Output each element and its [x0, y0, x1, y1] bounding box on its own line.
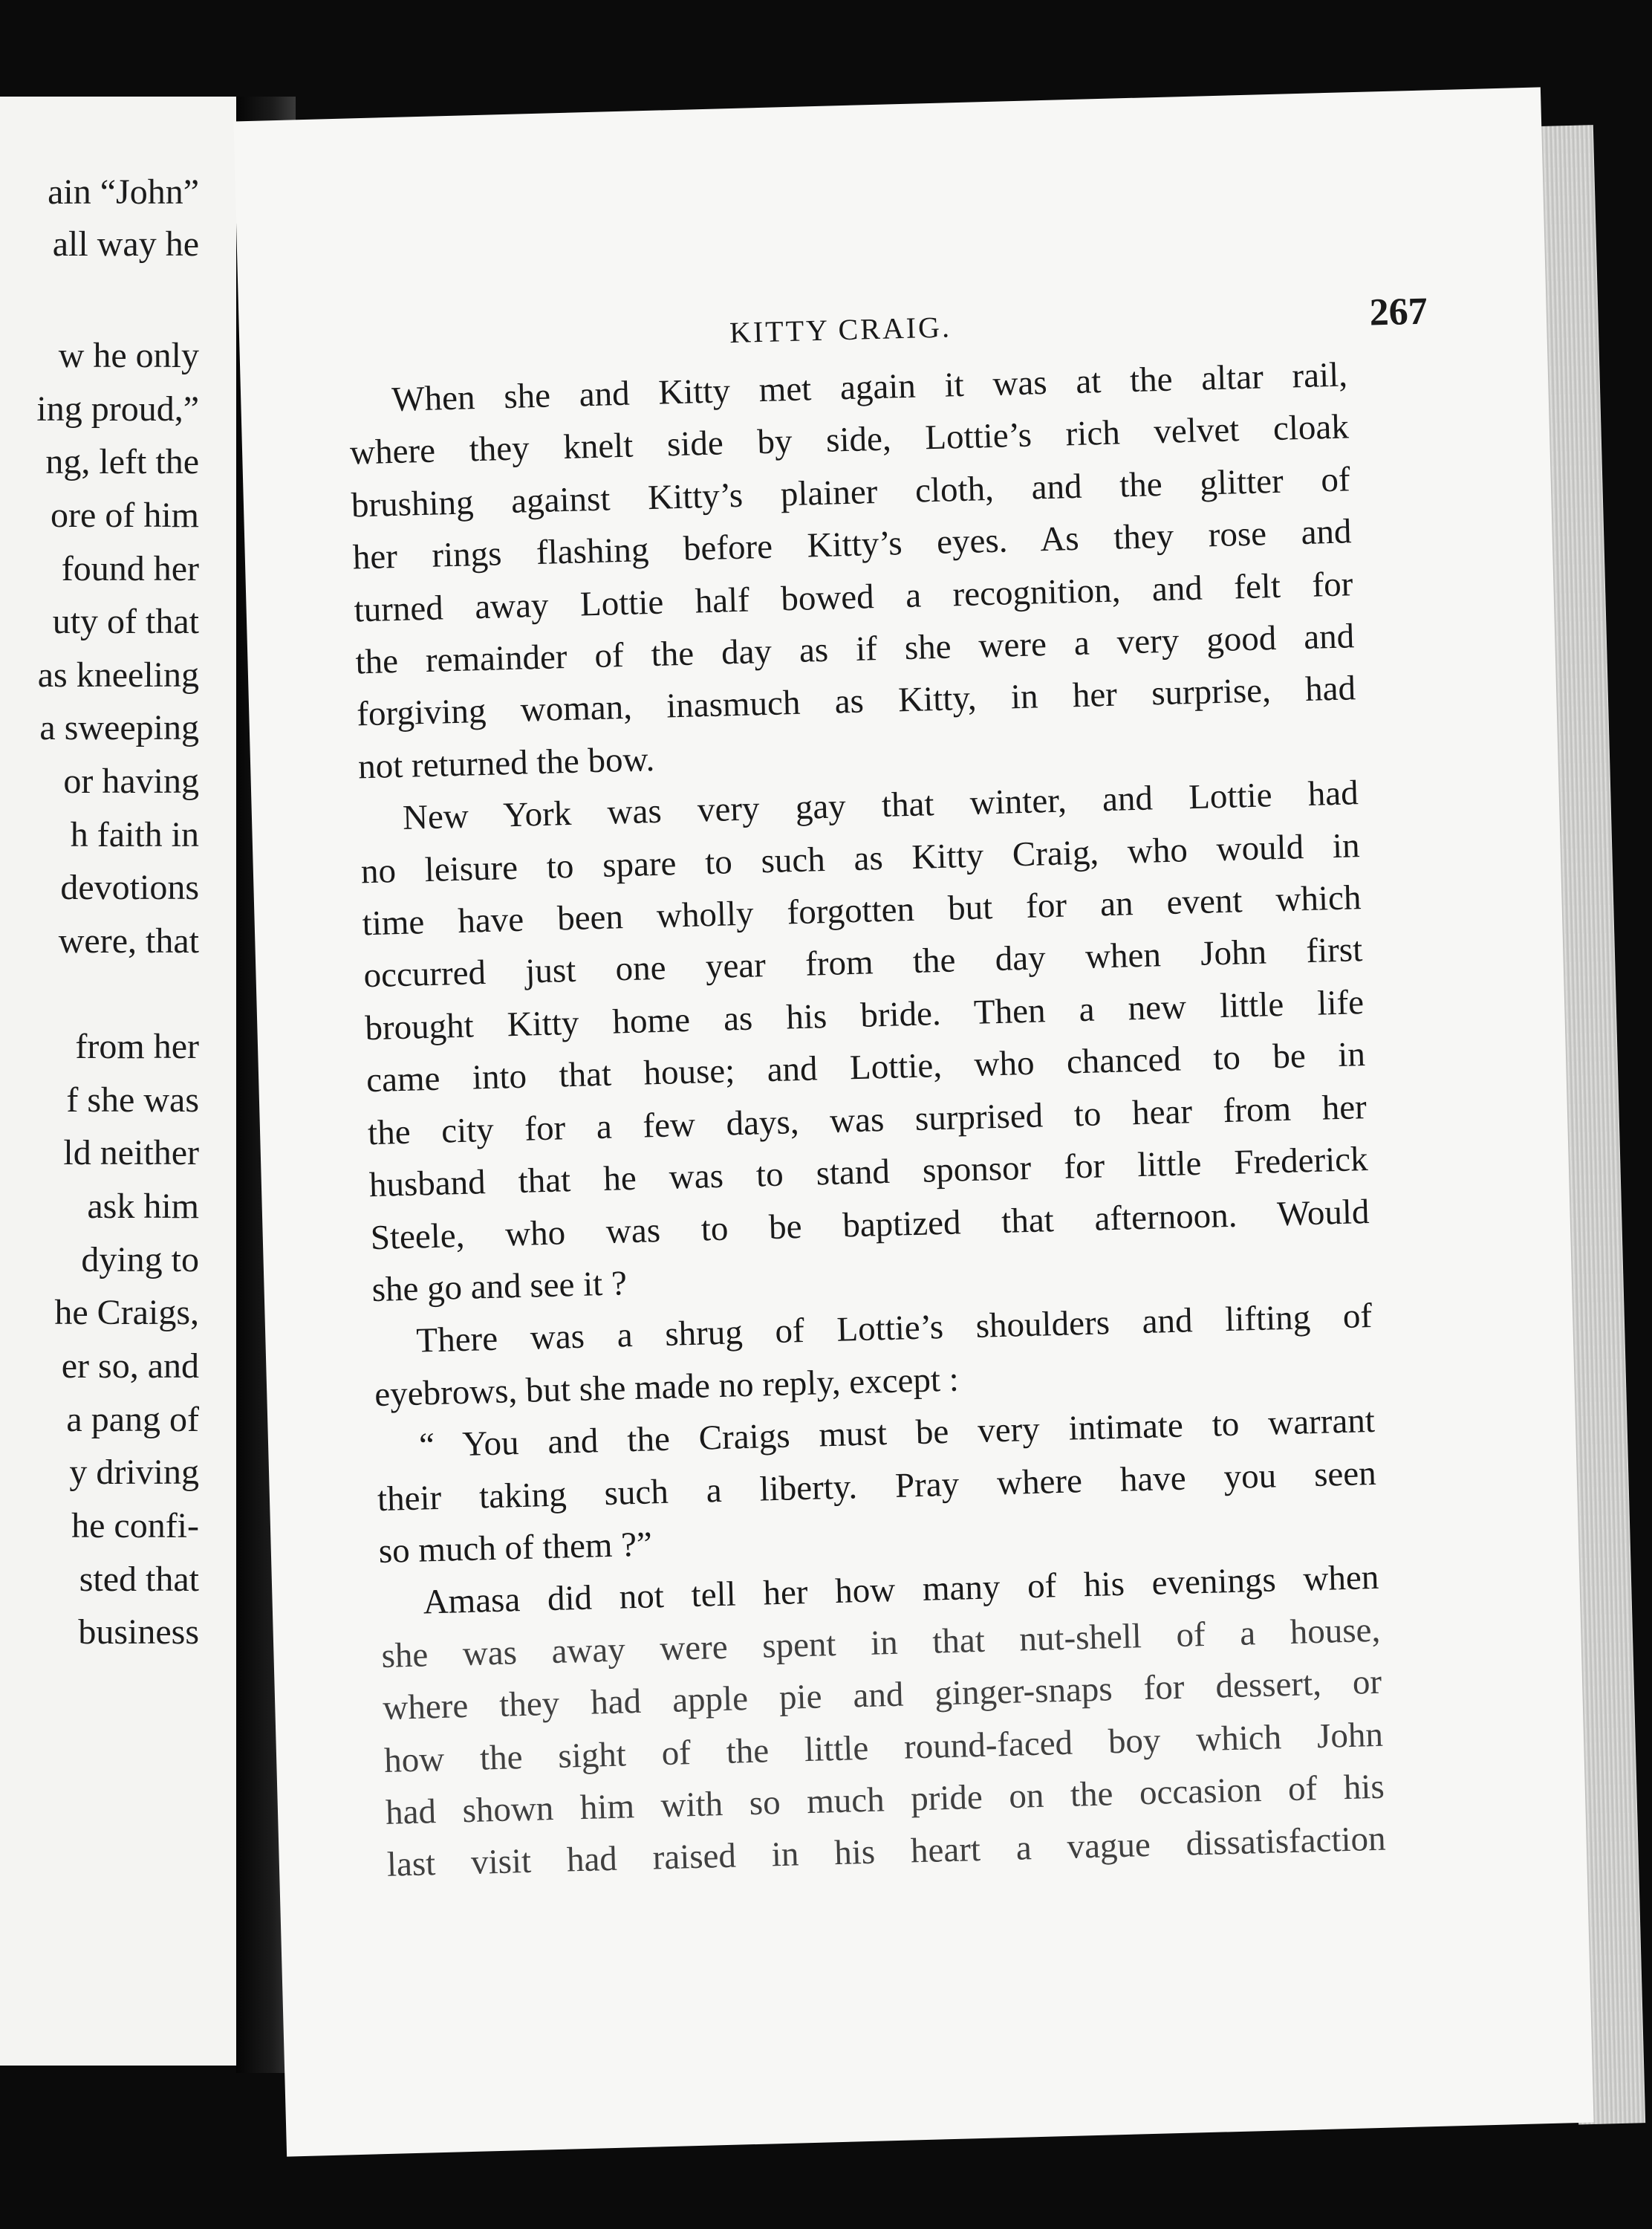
left-page-line: devotions	[60, 868, 199, 907]
left-page-line: ain “John”	[48, 172, 199, 212]
left-page-line: h faith in	[70, 815, 199, 854]
text-line: had shown him with so much pride on the occasion of his	[385, 1767, 1385, 1832]
left-page-line: he confi-	[71, 1506, 199, 1545]
left-page-line: ask him	[87, 1187, 199, 1226]
left-page-line: all way he	[52, 224, 199, 264]
text-line: brushing against Kitty’s plainer cloth, and the glitter of	[351, 460, 1351, 525]
left-page-line: ng, left the	[45, 442, 199, 481]
text-line: occurred just one year from the day when John first	[362, 930, 1363, 996]
text-line: she was away were spent in that nut-shell of a house,	[380, 1610, 1381, 1675]
text-line: where they had apple pie and ginger-snaps for dessert, or	[382, 1662, 1382, 1728]
text-line: how the sight of the little round-faced boy which John	[383, 1715, 1384, 1780]
text-line: their taking such a liberty. Pray where have you seen	[377, 1453, 1377, 1519]
text-line: husband that he was to stand sponsor for little Frederick	[368, 1140, 1369, 1205]
page-number: 267	[1368, 290, 1428, 334]
text-line: brought Kitty home as his bride. Then a new little life	[364, 982, 1365, 1048]
left-page-line: er so, and	[61, 1346, 199, 1386]
left-page-line: a sweeping	[39, 708, 199, 747]
text-line: “ You and the Craigs must be very intimate to warrant	[418, 1401, 1376, 1465]
text-line: came into that house; and Lottie, who chanced to be in	[365, 1035, 1366, 1100]
running-head-title: KITTY CRAIG.	[729, 310, 952, 350]
text-line: the city for a few days, was surprised to hear from her	[367, 1087, 1368, 1152]
left-page-line: f she was	[66, 1080, 199, 1120]
text-line: last visit had raised in his heart a vague dissatisfaction	[386, 1820, 1387, 1885]
text-line: New York was very gay that winter, and Lottie had	[402, 773, 1359, 838]
left-page-line: dying to	[81, 1240, 199, 1279]
left-page-line: w he only	[58, 336, 199, 375]
left-page-line: or having	[63, 762, 199, 801]
text-line: not returned the bow.	[357, 739, 655, 787]
left-page-line: ld neither	[63, 1133, 199, 1172]
text-line: Steele, who was to be baptized that afternoon. Would	[370, 1192, 1370, 1257]
text-line: turned away Lottie half bowed a recognition, and felt for	[354, 564, 1353, 630]
left-page-line: y driving	[69, 1453, 199, 1492]
text-line: no leisure to spare to such as Kitty Craig, who would in	[360, 825, 1361, 892]
left-page-line: from her	[75, 1027, 199, 1066]
left-page-line: sted that	[79, 1560, 199, 1599]
left-page-line: as kneeling	[37, 655, 199, 695]
previous-page	[0, 97, 241, 2066]
text-line: she go and see it ?	[371, 1264, 628, 1310]
text-line: eyebrows, but she made no reply, except :	[374, 1360, 960, 1414]
left-page-line: business	[78, 1612, 199, 1652]
body-text	[348, 348, 1386, 1891]
text-line: When she and Kitty met again it was at the altar rail,	[391, 355, 1348, 420]
text-line: her rings flashing before Kitty’s eyes. As they rose and	[352, 512, 1353, 577]
left-page-line: ore of him	[51, 496, 199, 535]
book-page	[233, 87, 1593, 2156]
text-line: so much of them ?”	[378, 1525, 653, 1571]
left-page-line: found her	[61, 549, 199, 588]
text-line: There was a shrug of Lottie’s shoulders and lifting of	[415, 1297, 1373, 1360]
left-page-line: were, that	[58, 921, 199, 961]
text-line: where they knelt side by side, Lottie’s rich velvet cloak	[349, 407, 1350, 473]
text-line: forgiving woman, inasmuch as Kitty, in her surprise, had	[356, 669, 1356, 734]
text-line: the remainder of the day as if she were a very good and	[354, 617, 1355, 682]
text-line: Amasa did not tell her how many of his evenings when	[423, 1558, 1379, 1622]
left-page-line: he Craigs,	[54, 1293, 199, 1332]
text-line: time have been wholly forgotten but for an event which	[362, 878, 1362, 944]
left-page-line: ing proud,”	[36, 389, 199, 429]
left-page-line: a pang of	[66, 1400, 199, 1439]
left-page-line: uty of that	[52, 602, 199, 641]
